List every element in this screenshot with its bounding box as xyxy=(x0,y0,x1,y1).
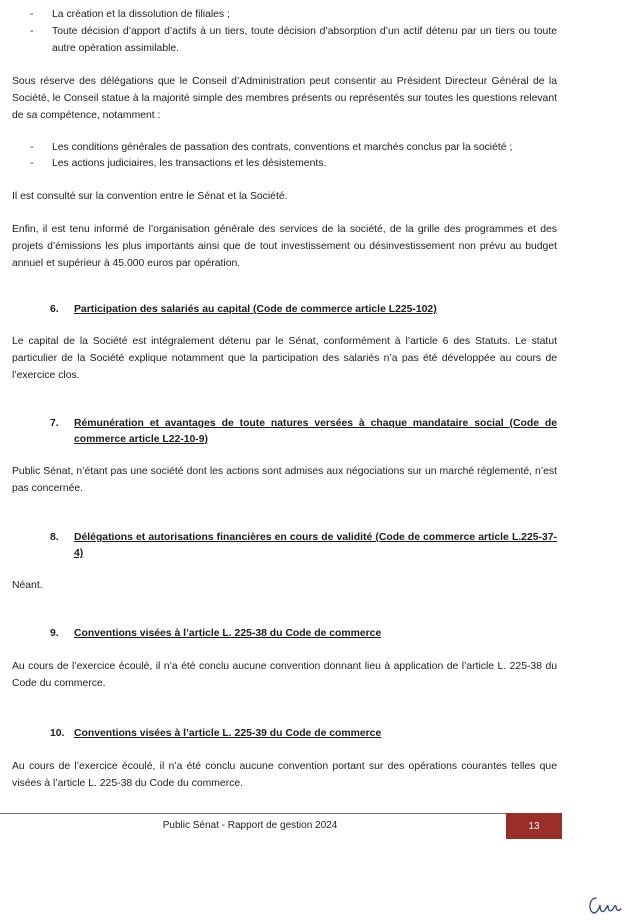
section-number: 10. xyxy=(50,728,65,739)
section-number: 8. xyxy=(50,532,59,543)
page-number: 13 xyxy=(528,820,540,832)
list-item xyxy=(30,23,557,57)
bullet-dash: - xyxy=(30,26,34,37)
section-title: Délégations et autorisations financières en cours de validité (Code de commerce article L.225-37-4) xyxy=(74,532,557,559)
section-body-9: Au cours de l’exercice écoulé, il n’a été conclu aucune convention donnant lieu à application de l’article L. 225-38 du Code du commerce. xyxy=(12,661,557,689)
list-item xyxy=(30,155,557,172)
section-heading-8 xyxy=(50,530,557,562)
section-title: Conventions visées à l’article L. 225-38 du Code de commerce xyxy=(74,628,382,639)
section-body-6: Le capital de la Société est intégralement détenu par le Sénat, conformément à l’article 6 des Statuts. Le statut particulier de la Société explique notamment que la participation des salariés n’a pas été développée au cours de l’exercice clos. xyxy=(12,336,557,381)
section-heading-10 xyxy=(50,726,557,742)
section-body-7: Public Sénat, n’étant pas une société dont les actions sont admises aux négociations sur un marché réglementé, n’est pas concernée. xyxy=(12,466,557,494)
list-item-text: Les conditions générales de passation des contrats, conventions et marchés conclus par la société ; xyxy=(52,142,513,153)
list-item xyxy=(30,139,557,156)
paragraph-consulte: Il est consulté sur la convention entre le Sénat et la Société. xyxy=(12,191,288,202)
section-heading-7 xyxy=(50,416,557,448)
bullet-dash: - xyxy=(30,142,34,153)
section-heading-6 xyxy=(50,302,557,318)
section-number: 9. xyxy=(50,628,59,639)
list-item xyxy=(30,6,557,23)
footer-divider xyxy=(0,813,562,814)
section-title: Rémunération et avantages de toute natures versées à chaque mandataire social (Code de commerce article L22-10-9) xyxy=(74,418,557,445)
handwritten-initials-icon xyxy=(586,892,622,918)
footer-title: Public Sénat - Rapport de gestion 2024 xyxy=(162,820,338,831)
section-heading-9 xyxy=(50,626,557,642)
list-item-text: La création et la dissolution de filiales ; xyxy=(52,9,230,20)
bullet-dash: - xyxy=(30,9,34,20)
page-number-badge xyxy=(506,813,562,839)
list-item-text: Toute décision d’apport d’actifs à un tiers, toute décision d’absorption d’un actif détenu par un tiers ou toute autre opération assimilable. xyxy=(52,26,557,54)
section-body-8: Néant. xyxy=(12,580,43,591)
paragraph-reserve: Sous réserve des délégations que le Conseil d’Administration peut consentir au Président Directeur Général de la Société, le Conseil statue à la majorité simple des membres présents ou représentés sur toutes les questions relevant de sa compétence, notamment : xyxy=(12,76,557,121)
paragraph-enfin: Enfin, il est tenu informé de l’organisation générale des services de la société, de la grille des programmes et des projets d’émissions les plus importants ainsi que de tout investissement ou désinvestissement non prévu au budget annuel et supérieur à 45.000 euros par opération. xyxy=(12,224,557,269)
section-number: 6. xyxy=(50,304,59,315)
section-title: Participation des salariés au capital (Code de commerce article L225-102) xyxy=(74,304,437,315)
list-item-text: Les actions judiciaires, les transactions et les désistements. xyxy=(52,158,327,169)
section-title: Conventions visées à l’article L. 225-39 du Code de commerce xyxy=(74,728,382,739)
bullet-dash: - xyxy=(30,158,34,169)
section-body-10: Au cours de l’exercice écoulé, il n’a été conclu aucune convention portant sur des opérations courantes telles que visées à l’article L. 225-38 du Code du commerce. xyxy=(12,761,557,789)
section-number: 7. xyxy=(50,418,59,429)
